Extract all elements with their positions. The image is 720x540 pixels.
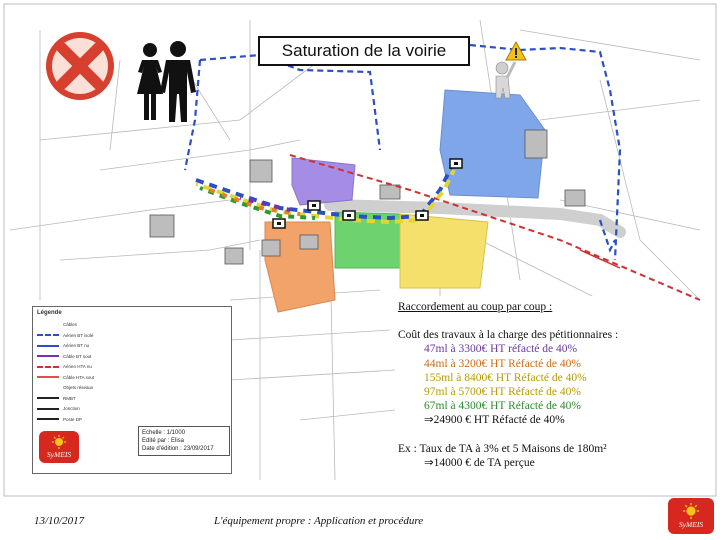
legend-row bbox=[37, 353, 91, 360]
cost-line-text: 44ml à 3200€ HT Réfacté de 40% bbox=[424, 357, 581, 370]
legend-logo bbox=[39, 431, 79, 463]
legend-row bbox=[37, 416, 82, 423]
legend-swatch bbox=[37, 376, 59, 378]
legend-title: Légende bbox=[37, 310, 62, 316]
slide-title: Saturation de la voirie bbox=[258, 36, 470, 66]
cost-line bbox=[398, 413, 660, 427]
info-subheading: Coût des travaux à la charge des pétitionnaires : bbox=[398, 329, 619, 342]
cost-line-text: 67ml à 4300€ HT Réfacté de 40% bbox=[424, 400, 581, 413]
tax-line: Ex : Taux de TA à 3% et 5 Maisons de 180m² bbox=[398, 442, 607, 455]
edit-date-text: Date d'édition : 23/09/2017 bbox=[142, 446, 214, 452]
legend-label: Objets réseaux bbox=[63, 385, 94, 390]
legend-row bbox=[37, 395, 76, 402]
legend-label: Aérien BT isolé bbox=[63, 332, 94, 338]
cost-lines bbox=[398, 342, 660, 427]
legend-swatch bbox=[37, 324, 59, 326]
legend-row bbox=[37, 321, 77, 328]
sun-logo-icon bbox=[680, 503, 702, 519]
cost-line bbox=[398, 371, 660, 385]
legend-label: Poste DP bbox=[63, 416, 83, 422]
parcel-yellow bbox=[400, 214, 488, 288]
scale-box bbox=[138, 426, 230, 456]
cost-line bbox=[398, 399, 660, 413]
legend-label: Aérien BT nu bbox=[63, 343, 90, 348]
legend-swatch bbox=[37, 418, 59, 420]
legend-row bbox=[37, 384, 93, 391]
legend-row bbox=[37, 374, 94, 381]
tax-result-text: 14000 € de TA perçue bbox=[433, 456, 535, 469]
cost-line bbox=[398, 357, 660, 371]
tax-result: ⇒14000 € de TA perçue bbox=[424, 456, 535, 469]
info-panel bbox=[398, 300, 660, 470]
legend-label: Aérien HTA nu bbox=[63, 364, 92, 369]
footer-date: 13/10/2017 bbox=[34, 515, 85, 527]
legend-swatch bbox=[37, 366, 59, 368]
legend-swatch bbox=[37, 355, 59, 357]
legend-label: Câbles bbox=[63, 322, 78, 327]
sun-logo-icon bbox=[50, 435, 68, 449]
scale-text: Echelle : 1/1000 bbox=[142, 430, 186, 436]
legend-label: Câble BT sout bbox=[63, 353, 92, 359]
cost-line-text: 97ml à 5700€ HT Réfacté de 40% bbox=[424, 386, 581, 399]
cost-line bbox=[398, 385, 660, 399]
legend-label: RMBT bbox=[63, 395, 76, 401]
footer-logo bbox=[668, 498, 714, 534]
legend-swatch bbox=[37, 345, 59, 347]
cost-line bbox=[398, 342, 660, 356]
edited-by-text: Edité par : Elisa bbox=[142, 438, 185, 444]
legend-swatch bbox=[37, 397, 59, 399]
legend-row bbox=[37, 405, 80, 412]
legend-row bbox=[37, 332, 93, 339]
legend-logo-text: SyMEIS bbox=[46, 450, 72, 459]
legend-label: Jonction bbox=[63, 406, 80, 411]
info-heading: Raccordement au coup par coup : bbox=[398, 301, 553, 313]
cost-line-text: 47ml à 3300€ HT réfacté de 40% bbox=[424, 343, 578, 356]
no-entry-icon bbox=[46, 32, 114, 100]
implies-arrow-icon: ⇒ bbox=[424, 414, 434, 427]
legend-label: Câble HTA sout bbox=[63, 374, 95, 380]
legend-swatch bbox=[37, 408, 59, 410]
cost-line-text: 155ml à 8400€ HT Réfacté de 40% bbox=[424, 371, 587, 384]
legend-swatch bbox=[37, 387, 59, 389]
legend-swatch bbox=[37, 334, 59, 336]
legend-row bbox=[37, 363, 92, 370]
legend-row bbox=[37, 342, 89, 349]
footer-caption: L'équipement propre : Application et procédure bbox=[214, 515, 424, 527]
footer-logo-text: SyMEIS bbox=[678, 520, 704, 529]
cost-line-text: 24900 € HT Réfacté de 40% bbox=[433, 414, 565, 427]
